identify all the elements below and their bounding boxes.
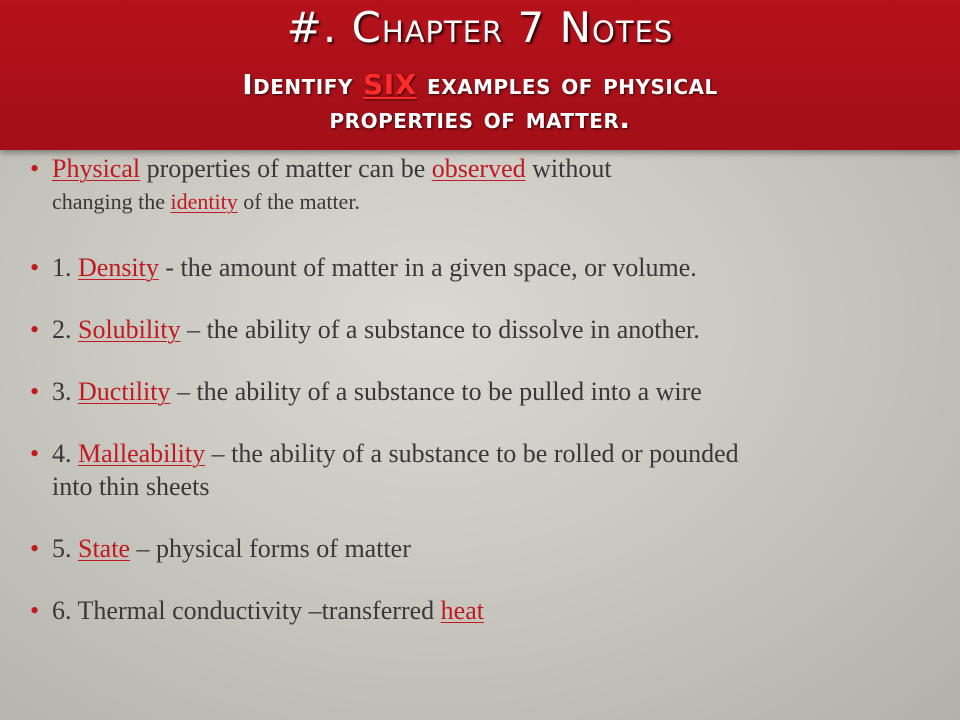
item-line bbox=[52, 594, 945, 627]
item-number: 2. bbox=[52, 315, 78, 344]
item-line bbox=[52, 437, 945, 470]
intro-line-1 bbox=[52, 152, 945, 185]
list-item-intro bbox=[30, 152, 945, 218]
title-banner bbox=[0, 0, 960, 150]
subtitle-line-2: properties of matter. bbox=[329, 102, 631, 135]
list-item-malleability bbox=[30, 437, 945, 503]
slide-title: #. Chapter 7 Notes bbox=[286, 3, 674, 52]
item-line bbox=[52, 313, 945, 346]
keyword-density: Density bbox=[78, 253, 159, 282]
bullet-icon: • bbox=[30, 377, 40, 406]
item-number: 5. bbox=[52, 534, 78, 563]
bullet-icon: • bbox=[30, 315, 40, 344]
bullet-icon: • bbox=[30, 253, 40, 282]
list-item-state bbox=[30, 532, 945, 565]
subtitle-line-1 bbox=[0, 68, 960, 102]
intro-text: changing the bbox=[52, 189, 171, 214]
item-line bbox=[52, 375, 945, 408]
item-line bbox=[52, 251, 945, 284]
subtitle-text: examples of physical bbox=[416, 68, 718, 101]
item-number: 6. Thermal conductivity –transferred bbox=[52, 596, 441, 625]
keyword-state: State bbox=[78, 534, 130, 563]
intro-text: without bbox=[525, 154, 612, 183]
list-item-density bbox=[30, 251, 945, 284]
keyword-ductility: Ductility bbox=[78, 377, 171, 406]
item-number: 1. bbox=[52, 253, 78, 282]
bullet-icon: • bbox=[30, 154, 40, 183]
item-definition: – the ability of a substance to be pulled into a wire bbox=[170, 377, 702, 406]
keyword-identity: identity bbox=[170, 189, 238, 214]
bullet-icon: • bbox=[30, 534, 40, 563]
list-item-ductility bbox=[30, 375, 945, 408]
bullet-icon: • bbox=[30, 439, 40, 468]
item-definition: – the ability of a substance to dissolve in another. bbox=[180, 315, 700, 344]
keyword-heat: heat bbox=[440, 596, 484, 625]
keyword-malleability: Malleability bbox=[78, 439, 206, 468]
item-definition: - the amount of matter in a given space, or volume. bbox=[158, 253, 697, 282]
subtitle-text: Identify bbox=[242, 68, 364, 101]
intro-text: of the matter. bbox=[237, 189, 360, 214]
slide-subtitle bbox=[0, 68, 960, 136]
item-line-2: into thin sheets bbox=[52, 472, 210, 501]
item-number: 3. bbox=[52, 377, 78, 406]
keyword-observed: observed bbox=[431, 154, 526, 183]
item-line bbox=[52, 532, 945, 565]
intro-line-2 bbox=[52, 185, 945, 218]
intro-text: properties of matter can be bbox=[140, 154, 432, 183]
keyword-physical: Physical bbox=[52, 154, 141, 183]
list-item-thermal-conductivity bbox=[30, 594, 945, 627]
subtitle-keyword-six: SIX bbox=[363, 68, 417, 101]
item-definition: – the ability of a substance to be rolled or pounded bbox=[205, 439, 739, 468]
keyword-solubility: Solubility bbox=[78, 315, 181, 344]
item-definition: – physical forms of matter bbox=[130, 534, 411, 563]
list-item-solubility bbox=[30, 313, 945, 346]
notes-list bbox=[30, 152, 945, 627]
item-number: 4. bbox=[52, 439, 78, 468]
bullet-icon: • bbox=[30, 596, 40, 625]
